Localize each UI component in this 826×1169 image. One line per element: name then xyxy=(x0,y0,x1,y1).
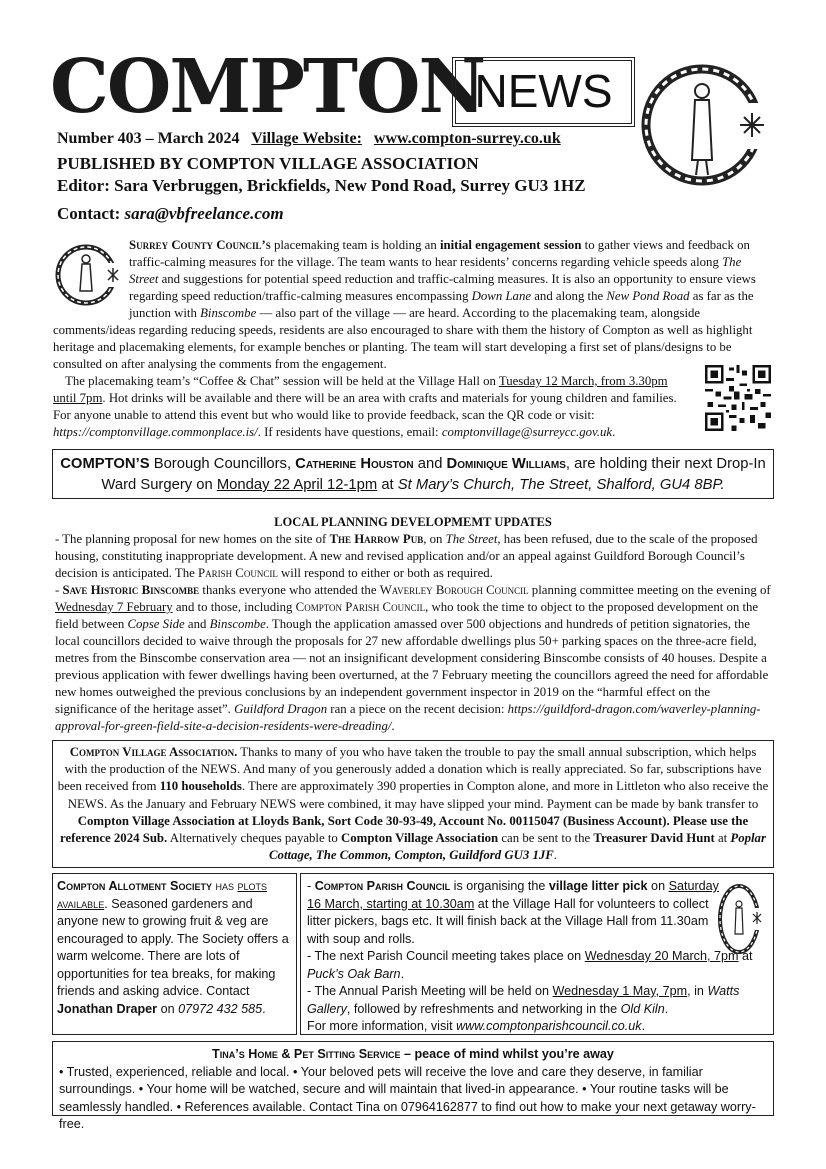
small-emblem-icon xyxy=(53,239,123,309)
pet-sitting-body: • Trusted, experienced, reliable and local. • Your beloved pets will receive the love and care they deserve, in familiar surroundings. • Your home will be watched, secure and will maintain that lived-in appearance. • Your routine tasks will be seamlessly handled. • References available. Contact Tina on 07964162877 to find out how to make your next getaway worry-free. xyxy=(59,1064,756,1131)
placemaking-paragraph-2: The placemaking team’s “Coffee & Chat” session will be held at the Village Hall on Tuesday 12 March, from 3.30pm until 7pm. Hot drinks will be available and there will be an area with crafts and materials for young children and families. For anyone unable to attend this event but who would like to provide feedback, scan the QR code or visit: https://comptonvillage.commonplace.is/. If residents have questions, email: comptonvillage@surreycc.gov.uk. xyxy=(53,374,677,439)
placemaking-article xyxy=(53,237,773,441)
placemaking-paragraph-1: Surrey County Council’s placemaking team is holding an initial engagement session to gather views and feedback on traffic-calming measures for the village. The team wants to hear residents’ concerns regarding vehicle speeds along The Street and suggestions for potential speed reduction and traffic-calming measures. It is also an opportunity to ensure views regarding speed reduction/traffic-calming measures encompassing Down Lane and along the New Pond Road as far as the junction with Binscombe — also part of the village — are heard. According to the placemaking team, alongside comments/ideas regarding reducing speeds, residents are also encouraged to share with them the history of Compton as well as highlight heritage and placemaking elements, for example benches or planting. The team will start developing a first set of plans/designs to be consulted on after analysing the comments from the engagement. xyxy=(53,238,756,371)
allotment-notice: Compton Allotment Society has plots available. Seasoned gardeners and anyone new to growing fruit & veg are encouraged to apply. The Society offers a warm welcome. There are lots of opportunities for tea breaks, for making friends and asking advice. Contact Jonathan Draper on 07972 432 585. xyxy=(52,873,297,1035)
contact-label: Contact: xyxy=(57,204,121,223)
litter-pick-item: - Compton Parish Council is organising the village litter pick on Saturday 16 March, starting at 10.30am at the Village Hall for volunteers to collect litter pickers, bags etc. It will finish back at the Village Hall from 11.30am with soup and rolls. xyxy=(307,879,719,946)
parish-council-notice xyxy=(300,873,774,1035)
news-label: NEWS xyxy=(452,57,635,127)
planning-article xyxy=(55,531,775,735)
cva-subscription-notice: Compton Village Association. Thanks to many of you who have taken the trouble to pay the small annual subscription, which helps with the production of the NEWS. And many of you generously added a donation which is really appreciated. So far, subscriptions have been received from 110 households. There are approximately 390 properties in Compton alone, and more in Littleton who also receive the NEWS. As the January and February NEWS were combined, it may have slipped your mind. Payment can be made by bank transfer to Compton Village Association at Lloyds Bank, Sort Code 30-93-49, Account No. 00115047 (Business Account). Please use the reference 2024 Sub. Alternatively cheques payable to Compton Village Association can be sent to the Treasurer David Hunt at Poplar Cottage, The Common, Compton, Guildford GU3 1JF. xyxy=(52,740,774,868)
parish-info-item: For more information, visit www.comptonparishcouncil.co.uk. xyxy=(307,1019,646,1033)
small-emblem-icon xyxy=(717,880,765,958)
publisher-line: PUBLISHED BY COMPTON VILLAGE ASSOCIATION xyxy=(57,154,479,173)
masthead-title: COMPTON xyxy=(50,44,485,130)
parish-meeting-item: - The next Parish Council meeting takes place on Wednesday 20 March, 7pm at Puck’s Oak Barn. xyxy=(307,949,753,981)
ward-surgery-notice: COMPTON’S Borough Councillors, Catherine Houston and Dominique Williams, are holding their next Drop-In Ward Surgery on Monday 22 April 12-1pm at St Mary’s Church, The Street, Shalford, GU4 8BP. xyxy=(52,449,774,499)
parish-website-link[interactable]: www.comptonparishcouncil.co.uk xyxy=(456,1019,642,1033)
guildford-dragon-link[interactable]: https://guildford-dragon.com/waverley-planning-approval-for-green-field-site-a-decision-residents-were-dreading/ xyxy=(55,702,761,733)
pet-sitting-advert xyxy=(52,1041,774,1131)
binscombe-update: - Save Historic Binscombe thanks everyone who attended the Waverley Borough Council planning committee meeting on the evening of Wednesday 7 February and to those, including Compton Parish Council, who took the time to object to the proposed development on the field between Copse Side and Binscombe. Though the application amassed over 500 objections and hundreds of petition signatories, the local councillors decided to waive through the proposals for 27 new affordable dwellings plus 50+ parking spaces on the three-acre field, metres from the Binscombe conservation area — not an insignificant development considering Binscombe consists of 40 houses. Despite a previous application with fewer dwellings having been overturned, at the 7 February meeting the councillors agreed the need for affordable new homes outweighed the previous conclusions by an independent government inspector in 2019 on the “harmful effect on the significance of the heritage asset”. Guildford Dragon ran a piece on the recent decision: https://guildford-dragon.com/waverley-planning-approval-for-green-field-site-a-decision-residents-were-dreading/. xyxy=(55,583,771,733)
website-link[interactable]: www.compton-surrey.co.uk xyxy=(373,130,561,147)
commonplace-link[interactable]: https://comptonvillage.commonplace.is/ xyxy=(53,425,258,439)
surreycc-email-link[interactable]: comptonvillage@surreycc.gov.uk xyxy=(441,425,613,439)
annual-meeting-item: - The Annual Parish Meeting will be held on Wednesday 1 May, 7pm, in Watts Gallery, followed by refreshments and networking in the Old Kiln. xyxy=(307,984,740,1016)
editor-line: Editor: Sara Verbruggen, Brickfields, New Pond Road, Surrey GU3 1HZ xyxy=(57,176,586,195)
coffee-chat-date: Tuesday 12 March, from 3.30pm until 7pm xyxy=(53,374,668,405)
contact-email-link[interactable]: sara@vbfreelance.com xyxy=(124,204,284,223)
website-label: Village Website: xyxy=(251,130,362,147)
issue-number: Number 403 – March 2024 xyxy=(57,130,240,147)
contact-line xyxy=(57,204,284,224)
planning-heading: LOCAL PLANNING DEVELOPMEMT UPDATES xyxy=(274,515,552,529)
qr-code-icon[interactable] xyxy=(705,365,771,431)
ward-surgery-date: Monday 22 April 12-1pm xyxy=(216,477,378,493)
celtic-emblem-icon xyxy=(640,55,765,195)
issue-line xyxy=(57,130,561,148)
pet-sitting-heading: Tina’s Home & Pet Sitting Service – peace of mind whilst you’re away xyxy=(212,1047,614,1061)
harrow-pub-update: - The planning proposal for new homes on the site of The Harrow Pub, on The Street, has been refused, due to the scale of the proposed housing, constituting inappropriate development. A new and revised application and/or an appeal against Guildford Borough Council’s decision is anticipated. The Parish Council will respond to either or both as required. xyxy=(55,532,758,580)
